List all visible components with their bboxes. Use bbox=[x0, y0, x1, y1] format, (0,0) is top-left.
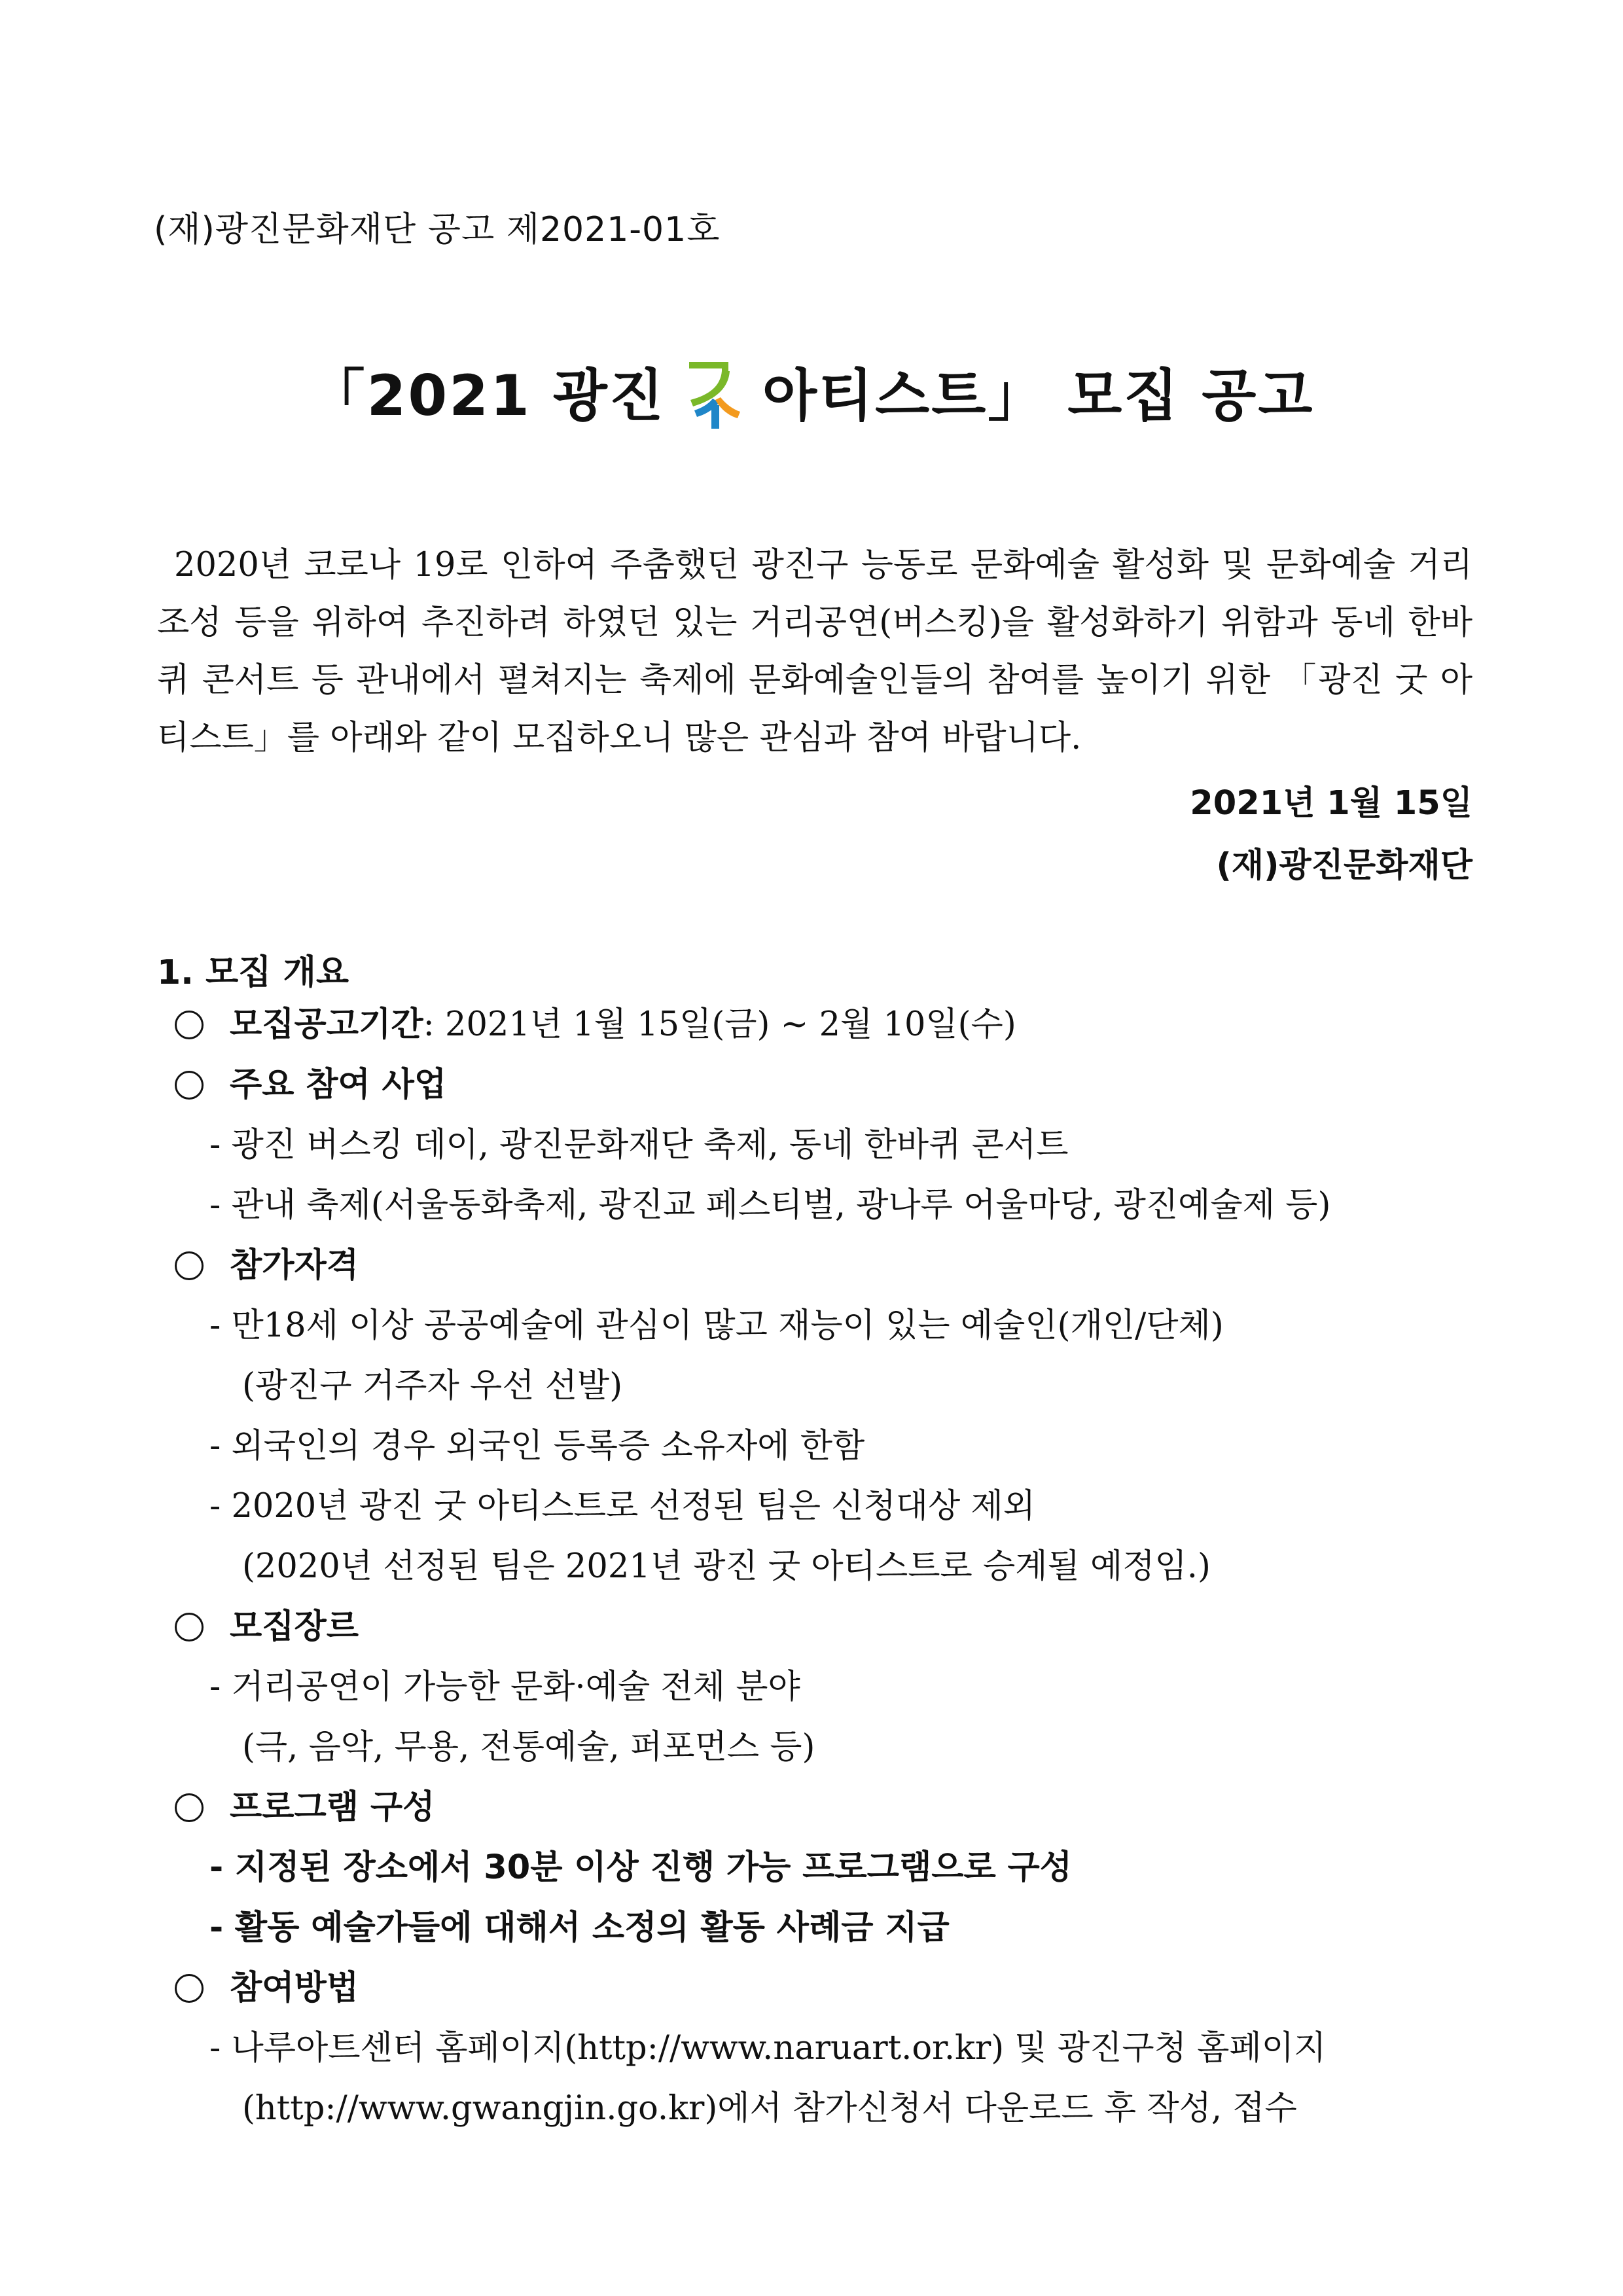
gwangjin-gut-logo-icon bbox=[683, 351, 745, 430]
circle-bullet-icon bbox=[175, 1251, 204, 1280]
page-title bbox=[0, 350, 1623, 431]
intro-line: 한 「광진 굿 아티스트」를 아래와 같이 모집하오니 많은 관심과 참여 바랍니다. bbox=[157, 661, 1473, 757]
list-item: - 나루아트센터 홈페이지(http://www.naruart.or.kr) 및 광진구청 홈페이지 bbox=[209, 2029, 1327, 2068]
notice-number: (재)광진문화재단 공고 제2021-01호 bbox=[154, 210, 721, 249]
period-value: : 2021년 1월 15일(금) ~ 2월 10일(수) bbox=[423, 1005, 1016, 1044]
organization-name: (재)광진문화재단 bbox=[1216, 846, 1472, 885]
title-left: 「2021 광진 bbox=[308, 363, 666, 429]
circle-bullet-icon bbox=[175, 1793, 204, 1822]
period-bullet bbox=[173, 995, 1476, 1055]
list-item: - 외국인의 경우 외국인 등록증 소유자에 한함 bbox=[209, 1427, 865, 1465]
circle-bullet-icon bbox=[175, 1071, 204, 1100]
intro-line: 동네 한바퀴 콘서트 등 관내에서 펼쳐지는 축제에 문화예술인들의 참여를 높이기 위 bbox=[157, 603, 1472, 700]
list-item: - 광진 버스킹 데이, 광진문화재단 축제, 동네 한바퀴 콘서트 bbox=[209, 1126, 1069, 1164]
notice-date: 2021년 1월 15일 bbox=[1190, 784, 1472, 823]
title-right: 아티스트」 모집 공고 bbox=[762, 363, 1315, 429]
list-item-continuation: (극, 음악, 무용, 전통예술, 퍼포먼스 등) bbox=[242, 1728, 815, 1767]
list-item-continuation: (광진구 거주자 우선 선발) bbox=[242, 1367, 623, 1405]
list-item: - 활동 예술가들에 대해서 소정의 활동 사례금 지급 bbox=[209, 1909, 950, 1947]
intro-line: 거리 조성 등을 위하여 추진하려 하였던 있는 거리공연(버스킹)을 활성화하기 위함과 bbox=[157, 546, 1472, 642]
intro-line: 2020년 코로나 19로 인하여 주춤했던 광진구 능동로 문화예술 활성화 및 문화예술 bbox=[174, 546, 1396, 584]
eligibility-label: 참가자격 bbox=[230, 1246, 359, 1285]
circle-bullet-icon bbox=[175, 1011, 204, 1039]
program-bullet bbox=[173, 1778, 1476, 1838]
projects-bullet bbox=[173, 1055, 1476, 1115]
circle-bullet-icon bbox=[175, 1974, 204, 2003]
list-item-continuation: (2020년 선정된 팀은 2021년 광진 굿 아티스트로 승계될 예정임.) bbox=[242, 1547, 1211, 1586]
list-item: - 2020년 광진 굿 아티스트로 선정된 팀은 신청대상 제외 bbox=[209, 1487, 1036, 1526]
section-content bbox=[173, 995, 1476, 2139]
period-label: 모집공고기간 bbox=[230, 1005, 423, 1044]
circle-bullet-icon bbox=[175, 1613, 204, 1641]
projects-label: 주요 참여 사업 bbox=[230, 1066, 447, 1104]
program-label: 프로그램 구성 bbox=[230, 1788, 435, 1827]
list-item: - 관내 축제(서울동화축제, 광진교 페스티벌, 광나루 어울마당, 광진예술제 등) bbox=[209, 1186, 1331, 1225]
method-bullet bbox=[173, 1958, 1476, 2018]
list-item: - 지정된 장소에서 30분 이상 진행 가능 프로그램으로 구성 bbox=[209, 1848, 1073, 1887]
list-item: - 거리공연이 가능한 문화·예술 전체 분야 bbox=[209, 1668, 800, 1706]
genre-label: 모집장르 bbox=[230, 1607, 359, 1646]
eligibility-bullet bbox=[173, 1236, 1476, 1296]
section-title: 1. 모집 개요 bbox=[157, 953, 349, 992]
genre-bullet bbox=[173, 1597, 1476, 1657]
list-item: - 만18세 이상 공공예술에 관심이 많고 재능이 있는 예술인(개인/단체) bbox=[209, 1306, 1224, 1345]
intro-paragraph bbox=[157, 537, 1472, 767]
method-label: 참여방법 bbox=[230, 1969, 359, 2007]
list-item-continuation: (http://www.gwangjin.go.kr)에서 참가신청서 다운로드 후 작성, 접수 bbox=[242, 2089, 1297, 2128]
